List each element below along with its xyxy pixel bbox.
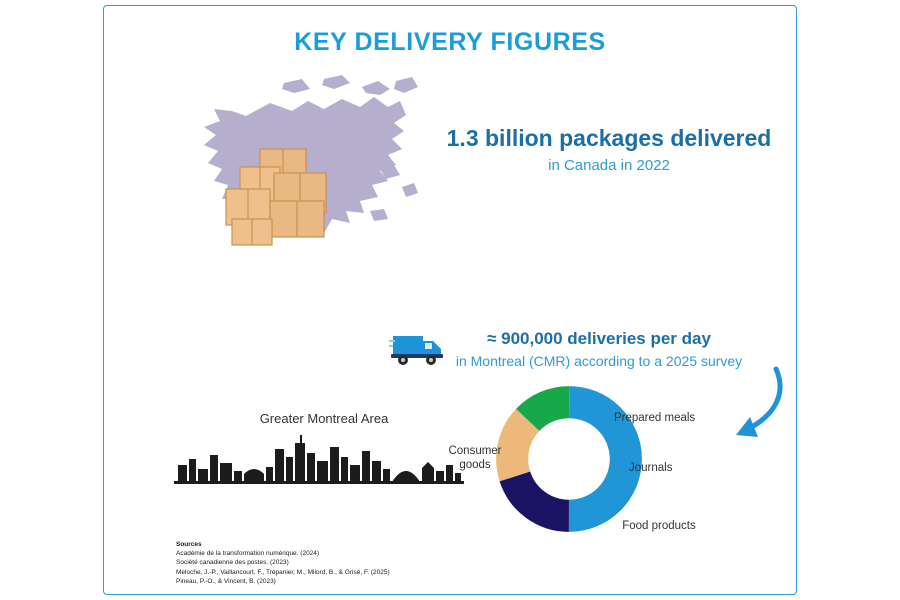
packages-headline: 1.3 billion packages delivered <box>446 125 772 151</box>
source-entry: Meloche, J.-P., Vaillancourt, F., Trépanier, M., Milord, B., & Grisé, F. (2025) <box>176 568 390 576</box>
montreal-skyline-illustration <box>174 431 464 486</box>
packages-stat-block <box>444 124 774 174</box>
source-entry: Société canadienne des postes. (2023) <box>176 559 289 567</box>
donut-chart-svg <box>494 384 644 534</box>
deliveries-headline: ≈ 900,000 deliveries per day <box>487 329 711 348</box>
canada-map-illustration <box>174 61 424 291</box>
source-entry: Académie de la transformation numérique. (2024) <box>176 550 320 557</box>
donut-slice-food-products <box>512 402 626 516</box>
donut-label-consumer-goods: Consumer goods <box>448 445 502 472</box>
skyline-caption: Greater Montreal Area <box>259 411 389 426</box>
page-title: KEY DELIVERY FIGURES <box>294 28 606 56</box>
curved-arrow-icon <box>704 361 789 446</box>
donut-label-food-products: Food products <box>622 520 696 532</box>
delivery-van-illustration <box>389 326 449 371</box>
montreal-skyline-icon <box>174 431 464 486</box>
deliveries-subtext: in Montreal (CMR) according to a 2025 survey <box>455 353 743 370</box>
source-entry: Pineau, P.-O., & Vincent, B. (2023) <box>176 578 276 586</box>
donut-label-journals: Journals <box>629 462 673 474</box>
canada-map-icon <box>174 61 424 291</box>
sources-block <box>176 541 456 587</box>
deliveries-donut-chart <box>494 384 644 534</box>
donut-label-prepared-meals: Prepared meals <box>614 412 696 424</box>
sources-heading: Sources <box>176 541 202 548</box>
packages-subtext: in Canada in 2022 <box>548 156 670 174</box>
delivery-van-icon <box>389 326 449 371</box>
infographic-canvas <box>103 5 797 595</box>
curved-arrow <box>704 361 789 446</box>
